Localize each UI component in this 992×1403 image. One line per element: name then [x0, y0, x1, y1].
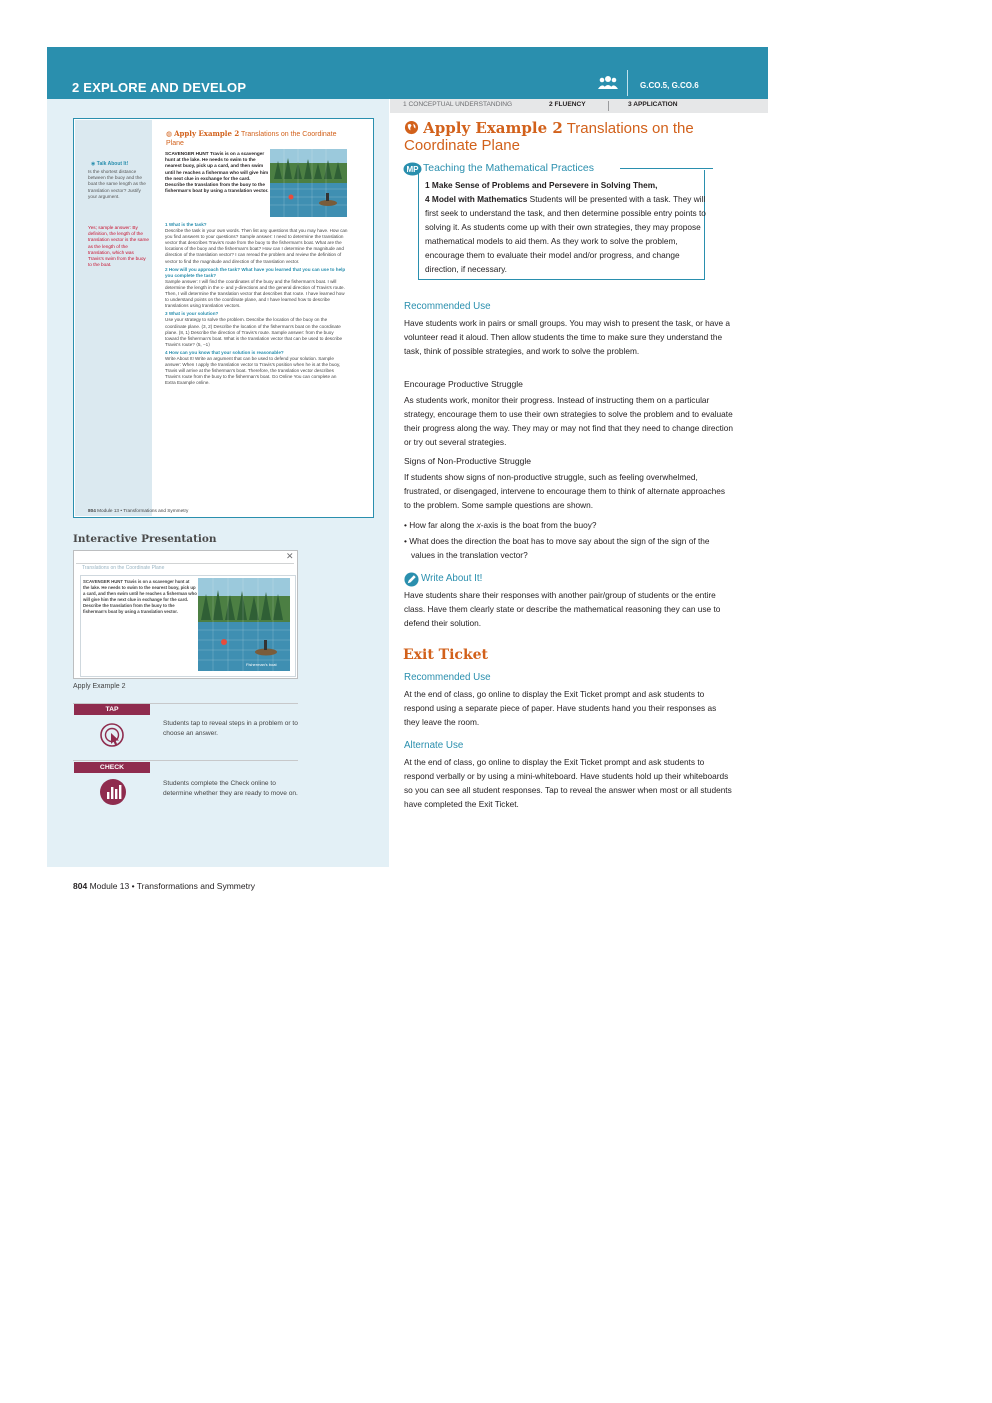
- mp-text: 1 Make Sense of Problems and Persevere in Solving Them, 4 Model with Mathematics Students will be presented with a task. They will first seek to understand the task, and then determine possible entry points to solving it. As students come up with their own strategies, they may propose mathematical models to aid them. As they work to solve the problem, encourage them to evaluate their model and/or progress, and change direction, if necessary.: [425, 180, 706, 274]
- write-about-it-heading: Write About It!: [421, 573, 483, 584]
- window-problem-text: SCAVENGER HUNT Travis is on a scavenger hunt at the lake. He needs to swim to the nearest buoy, pick up a card, and then swim until he reaches a fisherman who will give him the next clue in exchange for the card. Describe the translation from the buoy to the fisherman's boat by using a translation vector.: [83, 579, 197, 614]
- tab-application: 3 APPLICATION: [628, 101, 678, 108]
- tap-description: Students tap to reveal steps in a problem or to choose an answer.: [163, 720, 298, 737]
- exit-ticket-heading: Exit Ticket: [403, 647, 489, 663]
- check-chart-icon: [99, 778, 127, 806]
- svg-text:MP: MP: [406, 164, 419, 174]
- question-bullet-2: • What does the direction the boat has to move say about the sign of the sign of the values in the translation vector?: [404, 536, 710, 560]
- alternate-use-body: At the end of class, go online to display the Exit Ticket prompt and ask students to respond verbally or by using a mini-whiteboard. Have students hold up their whiteboards so you can see all student responses. Tap to reveal the answer when most or all students have completed the Exit Ticket.: [404, 757, 732, 809]
- mp-heading: Teaching the Mathematical Practices: [423, 162, 594, 174]
- feature-divider: [73, 760, 298, 761]
- tab-conceptual-understanding: 1 CONCEPTUAL UNDERSTANDING: [403, 101, 513, 108]
- header-divider: [627, 70, 628, 96]
- close-icon[interactable]: ✕: [286, 551, 294, 561]
- talk-answer: Yes; sample answer: By definition, the length of the translation vector is the same as the length of the translation, which was Travis's swim from the buoy to the boat.: [88, 225, 149, 268]
- window-title: Translations on the Coordinate Plane: [82, 565, 165, 571]
- tap-hand-icon: [99, 722, 127, 750]
- talk-about-it-body: Is the shortest distance between the buoy and the boat the same length as the translation vector? Justify your argument.: [88, 169, 146, 199]
- write-about-it-icon: [404, 572, 419, 587]
- thumbnail-title: ◍ Apply Example 2 Translations on the Coordinate Plane: [166, 129, 337, 147]
- image-label: Fisherman's boat: [246, 662, 277, 667]
- step-3: 3 What is your solution? Use your strategy to solve the problem. Describe the location of the buoy on the coordinate plane. (3, 2) Describe the location of the fisherman's boat on the coordinate plane. (8, 1) Describe the direction of Travis's route. Sample answer: from the buoy toward the fisherman's boat. What is the translation vector that can be used to describe Travis's route? ⟨5, −1⟩: [165, 311, 343, 347]
- scavenger-hunt-problem: SCAVENGER HUNT Travis is on a scavenger hunt at the lake. He needs to swim to the nearest buoy, pick up a card, and then swim until he reaches a fisherman who will give him the next clue in exchange for the card. Describe the translation from the buoy to the fisherman's boat by using a translation vector.: [165, 151, 269, 194]
- check-badge: CHECK: [74, 762, 150, 773]
- thumbnail-footer: 804 Module 13 • Transformations and Symmetry: [88, 508, 189, 513]
- productive-struggle-heading: Encourage Productive Struggle: [404, 379, 523, 389]
- window-divider: [76, 563, 294, 564]
- lake-image: [270, 149, 347, 217]
- people-group-icon: [598, 74, 618, 90]
- tab-divider: [608, 101, 609, 111]
- apply-example-title: Apply Example 2 Translations on the Coordinate Plane: [404, 119, 694, 154]
- write-about-it-body: Have students share their responses with another pair/group of students or the entire class. Have them clearly state or describe the mathematical reasoning they can use to defend their solution.: [404, 590, 721, 628]
- standards-label: G.CO.5, G.CO.6: [640, 81, 699, 90]
- step-1: 1 What is the task? Describe the task in your own words. Then list any questions that you may have. How can you find answers to your questions? Sample answer: I need to determine the translation vector that describes Travis's route from the buoy to the fisherman's boat. What are the locations of the buoy and the fisherman's boat? How can I determine the magnitude and direction of the translation vector? I can reread the problem and review the definition of vector to find the magnitude and direction of the translation vector.: [165, 222, 348, 264]
- tab-fluency: 2 FLUENCY: [549, 101, 586, 108]
- page-footer: 804 Module 13 • Transformations and Symmetry: [73, 881, 256, 891]
- mp-heading-rule: [620, 168, 713, 169]
- recommended-use-heading: Recommended Use: [404, 301, 491, 312]
- alternate-use-heading: Alternate Use: [404, 740, 464, 751]
- productive-struggle-body: As students work, monitor their progress. Instead of instructing them on a particular strategy, encourage them to use their own strategies to solve the problem and to evaluate their progress along the way. They may or may not find that they need to change direction or try out several strategies.: [404, 395, 733, 447]
- section-title: 2 EXPLORE AND DEVELOP: [72, 80, 247, 95]
- recommended-use-body: Have students work in pairs or small groups. You may wish to present the task, or have a volunteer read it aloud. Then allow students the time to make sure they understand the task, think of possible strategies, and work to solve the problem.: [404, 318, 731, 356]
- presentation-caption: Apply Example 2: [73, 683, 126, 690]
- presentation-lake-image: [198, 578, 290, 671]
- thumbnail-steps: [165, 222, 348, 386]
- non-productive-heading: Signs of Non-Productive Struggle: [404, 456, 532, 466]
- globe-icon: [404, 120, 419, 135]
- question-bullet-1: • How far along the x-axis is the boat from the buoy?: [404, 520, 597, 530]
- tap-badge: TAP: [74, 704, 150, 715]
- exit-recommended-heading: Recommended Use: [404, 672, 491, 683]
- talk-icon: ◉: [91, 161, 97, 167]
- globe-icon: ◍: [166, 131, 173, 138]
- progression-tabs: [390, 99, 768, 113]
- interactive-presentation-heading: Interactive Presentation: [73, 533, 217, 545]
- step-4: 4 How can you know that your solution is reasonable? Write About It! Write an argument that can be used to defend your solution. Sample answer: When I apply the translation vector to Travis's position when he is at the buoy, Travis will arrive at the fisherman's boat. Therefore, the translation vector describes Travis's route from the buoy to the fisherman's boat. Go Online You can complete an Extra Example online.: [165, 349, 341, 386]
- exit-recommended-body: At the end of class, go online to display the Exit Ticket prompt and ask students to respond using a separate piece of paper. Have students hand you their responses as they leave the room.: [404, 689, 717, 727]
- talk-about-it-heading: ◉ Talk About It!: [91, 161, 129, 167]
- non-productive-body: If students show signs of non-productive struggle, such as feeling overwhelmed, frustrated, or disengaged, intervene to encourage them to think of alternate approaches to the problem. Some sample questions are shown.: [404, 472, 726, 510]
- check-description: Students complete the Check online to determine whether they are ready to move on.: [163, 780, 298, 797]
- step-2: 2 How will you approach the task? What have you learned that you can use to help you complete the task? Sample answer: I will find the coordinates of the buoy and the fisherman's boat. I will determine the length in the x- and y-directions and the general direction of Travis's route. Then, I will determine the translation vector that describes that route. I have learned how to understand points on the coordinate plane, and I have learned how to describe translations using translation vectors.: [165, 266, 346, 309]
